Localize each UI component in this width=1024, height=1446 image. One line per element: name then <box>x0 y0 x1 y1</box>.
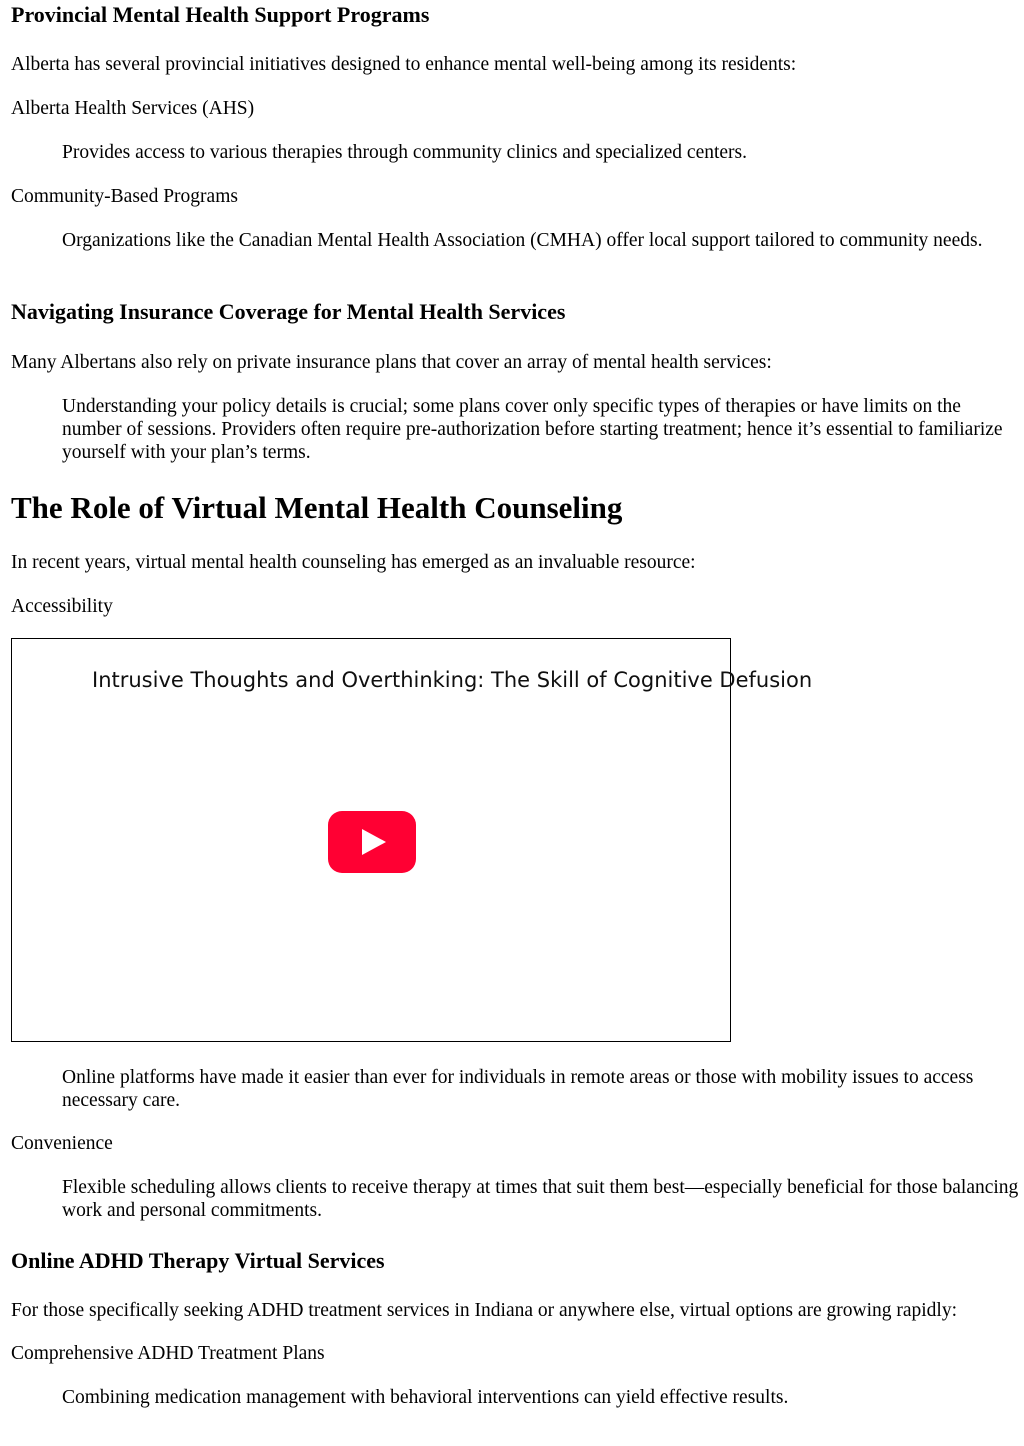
term-accessibility: Accessibility <box>11 596 113 617</box>
video-title[interactable]: Intrusive Thoughts and Overthinking: The Skill of Cognitive Defusion <box>92 668 813 692</box>
description-ahs: Provides access to various therapies through community clinics and specialized centers. <box>62 142 748 163</box>
video-embed[interactable] <box>11 638 813 1042</box>
description-convenience: Flexible scheduling allows clients to receive therapy at times that suit them best—especially beneficial for those balancing work and personal commitments. <box>62 1177 1019 1221</box>
term-community-programs: Community-Based Programs <box>11 186 238 207</box>
term-convenience: Convenience <box>11 1133 113 1154</box>
youtube-play-icon[interactable] <box>328 811 416 873</box>
term-adhd-plans: Comprehensive ADHD Treatment Plans <box>11 1343 325 1364</box>
section-heading-adhd: Online ADHD Therapy Virtual Services <box>11 1248 385 1273</box>
provincial-intro: Alberta has several provincial initiatives designed to enhance mental well-being among its residents: <box>11 54 797 75</box>
description-community-programs: Organizations like the Canadian Mental Health Association (CMHA) offer local support tailored to community needs. <box>62 230 983 251</box>
section-heading-provincial: Provincial Mental Health Support Programs <box>11 2 430 27</box>
description-adhd-plans: Combining medication management with behavioral interventions can yield effective results. <box>62 1387 789 1408</box>
adhd-intro: For those specifically seeking ADHD treatment services in Indiana or anywhere else, virtual options are growing rapidly: <box>11 1300 958 1321</box>
section-heading-virtual: The Role of Virtual Mental Health Counseling <box>11 490 623 525</box>
insurance-intro: Many Albertans also rely on private insurance plans that cover an array of mental health services: <box>11 352 772 373</box>
description-accessibility: Online platforms have made it easier than ever for individuals in remote areas or those with mobility issues to access necessary care. <box>62 1067 974 1111</box>
youtube-play-icon-graphic <box>328 811 416 873</box>
term-ahs: Alberta Health Services (AHS) <box>11 98 255 119</box>
section-heading-insurance: Navigating Insurance Coverage for Mental Health Services <box>11 299 566 324</box>
description-insurance: Understanding your policy details is crucial; some plans cover only specific types of therapies or have limits on the number of sessions. Providers often require pre-authorization before starting treatment; hence it’s essential to familiarize yourself with your plan’s terms. <box>62 396 1003 463</box>
virtual-intro: In recent years, virtual mental health counseling has emerged as an invaluable resource: <box>11 552 696 573</box>
